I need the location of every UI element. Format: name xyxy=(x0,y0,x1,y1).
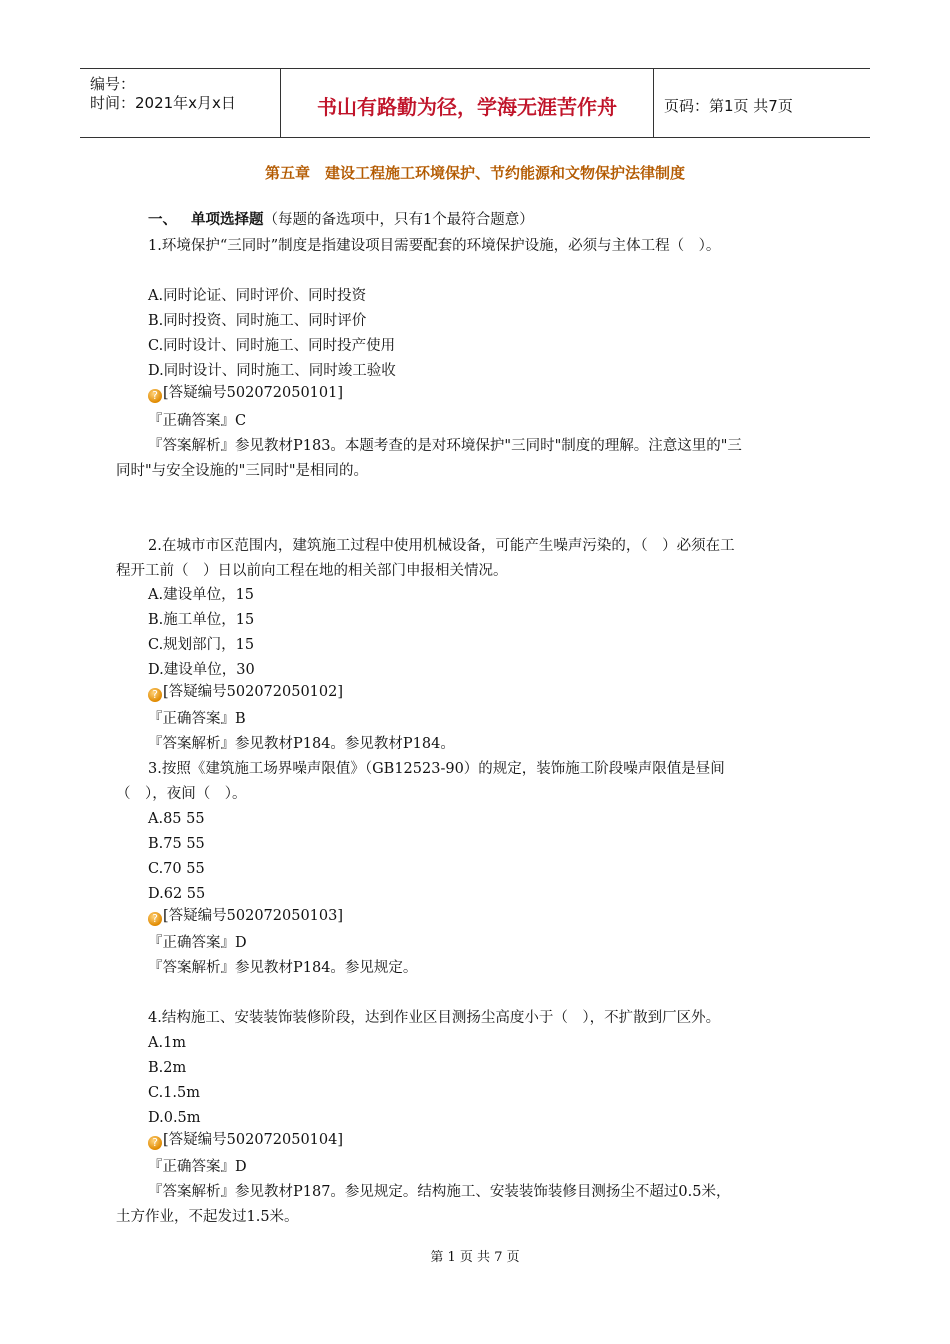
section-note: （每题的备选项中，只有1个最符合题意） xyxy=(263,212,534,228)
section-title: 单项选择题 xyxy=(191,212,264,228)
option-a: A.85 55 xyxy=(148,811,205,827)
header-left-cell xyxy=(80,69,281,137)
question-stem: 2.在城市市区范围内，建筑施工过程中使用机械设备，可能产生噪声污染的，（ ）必须在工 xyxy=(148,538,735,554)
chapter-title: 第五章 建设工程施工环境保护、节约能源和文物保护法律制度 xyxy=(264,164,685,182)
option-c: C.规划部门，15 xyxy=(148,637,255,653)
question-mark-icon[interactable]: ? xyxy=(148,1136,162,1150)
number-label: 编号： xyxy=(90,75,136,93)
question-stem: 4.结构施工、安装装饰装修阶段，达到作业区目测扬尘高度小于（ ），不扩散到厂区外。 xyxy=(148,1010,721,1026)
motto: 书山有路勤为径，学海无涯苦作舟 xyxy=(317,95,617,119)
correct-answer: 『正确答案』D xyxy=(148,1159,247,1175)
answer-analysis: 『答案解析』参见教材P187。参见规定。结构施工、安装装饰装修目测扬尘不超过0.5米， xyxy=(148,1184,731,1200)
header-page-cell xyxy=(654,69,870,137)
option-d: D.同时设计、同时施工、同时竣工验收 xyxy=(148,363,396,379)
qa-id-row[interactable] xyxy=(148,682,343,702)
option-c: C.同时设计、同时施工、同时投产使用 xyxy=(148,338,396,354)
question-stem: 1.环境保护“三同时”制度是指建设项目需要配套的环境保护设施，必须与主体工程（ ）。 xyxy=(148,238,721,254)
correct-answer: 『正确答案』C xyxy=(148,413,247,429)
option-c: C.1.5m xyxy=(148,1085,200,1101)
answer-analysis: 『答案解析』参见教材P184。参见规定。 xyxy=(148,960,418,976)
option-a: A.同时论证、同时评价、同时投资 xyxy=(148,288,367,304)
option-a: A.1m xyxy=(148,1035,187,1051)
section-heading xyxy=(148,210,534,230)
question-stem-cont: 程开工前（ ）日以前向工程在地的相关部门申报相关情况。 xyxy=(116,563,508,579)
option-d: D.62 55 xyxy=(148,886,206,902)
qa-id[interactable]: [答疑编号502072050102] xyxy=(163,684,344,700)
qa-id[interactable]: [答疑编号502072050103] xyxy=(163,908,344,924)
option-d: D.0.5m xyxy=(148,1110,201,1126)
page-footer: 第 1 页 共 7 页 xyxy=(430,1250,520,1265)
option-b: B.2m xyxy=(148,1060,187,1076)
qa-id[interactable]: [答疑编号502072050104] xyxy=(163,1132,344,1148)
question-mark-icon[interactable]: ? xyxy=(148,912,162,926)
question-stem: 3.按照《建筑施工场界噪声限值》（GB12523-90）的规定，装饰施工阶段噪声限值是昼间 xyxy=(148,761,725,777)
page-info: 页码：第1页 共7页 xyxy=(664,97,793,115)
option-c: C.70 55 xyxy=(148,861,205,877)
option-b: B.75 55 xyxy=(148,836,205,852)
option-d: D.建设单位，30 xyxy=(148,662,255,678)
header-table xyxy=(80,68,870,138)
option-b: B.施工单位，15 xyxy=(148,612,255,628)
header-motto-cell xyxy=(281,69,654,137)
question-mark-icon[interactable]: ? xyxy=(148,688,162,702)
answer-analysis: 『答案解析』参见教材P183。本题考查的是对环境保护"三同时"制度的理解。注意这里的"三 xyxy=(148,438,742,454)
qa-id[interactable]: [答疑编号502072050101] xyxy=(163,385,344,401)
qa-id-row[interactable] xyxy=(148,906,343,926)
correct-answer: 『正确答案』B xyxy=(148,711,246,727)
time-label: 时间：2021年x月x日 xyxy=(90,94,236,112)
answer-analysis-cont: 同时"与安全设施的"三同时"是相同的。 xyxy=(116,463,369,479)
option-a: A.建设单位，15 xyxy=(148,587,255,603)
option-b: B.同时投资、同时施工、同时评价 xyxy=(148,313,367,329)
qa-id-row[interactable] xyxy=(148,383,343,403)
qa-id-row[interactable] xyxy=(148,1130,343,1150)
correct-answer: 『正确答案』D xyxy=(148,935,247,951)
answer-analysis-cont: 土方作业，不起发过1.5米。 xyxy=(116,1209,299,1225)
section-number: 一、 xyxy=(148,212,177,228)
question-stem-cont: （ ），夜间（ ）。 xyxy=(116,786,247,802)
question-mark-icon[interactable]: ? xyxy=(148,389,162,403)
answer-analysis: 『答案解析』参见教材P184。参见教材P184。 xyxy=(148,736,455,752)
